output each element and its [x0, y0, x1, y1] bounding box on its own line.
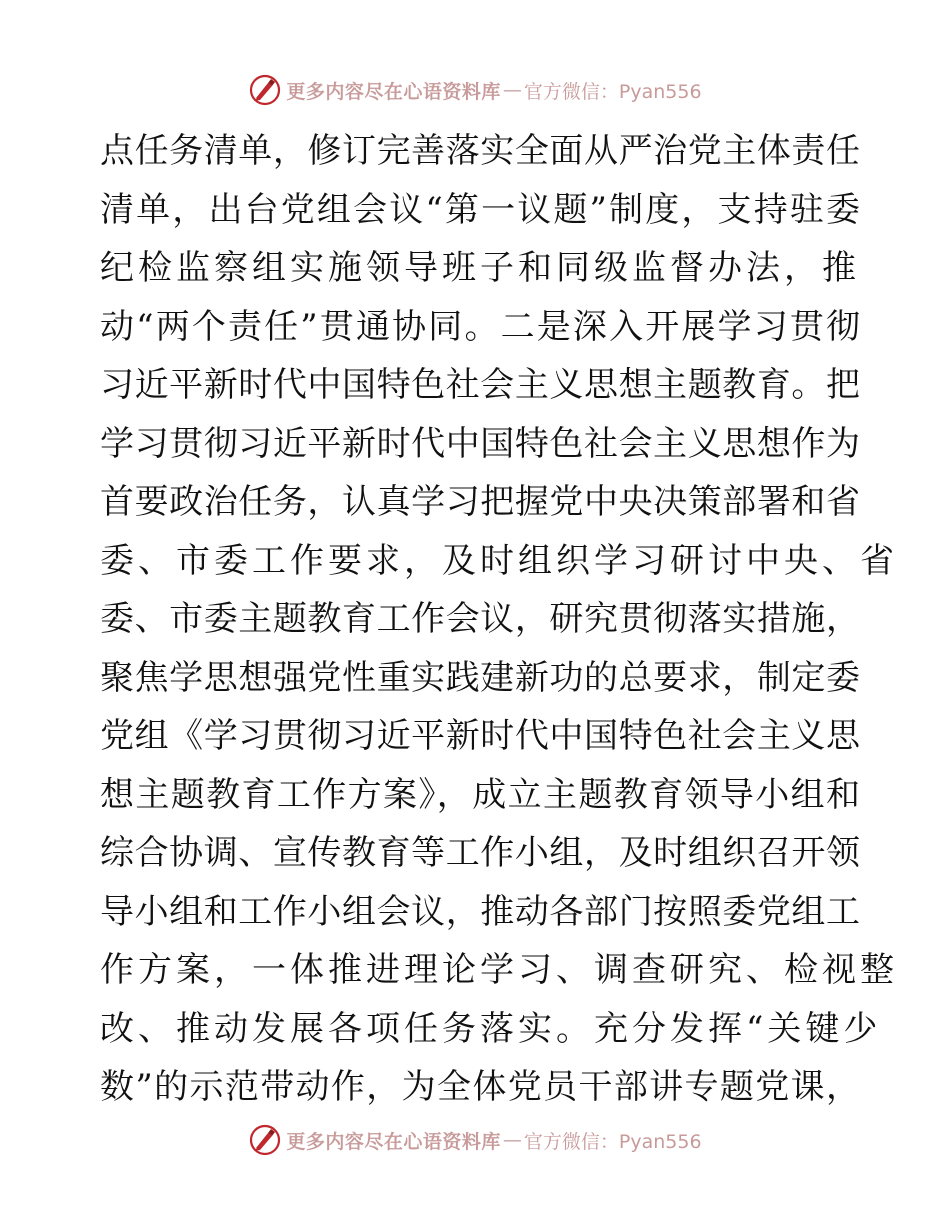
watermark-text: 更多内容尽在心语资料库: [286, 1130, 501, 1153]
text-line: 数”的示范带动作，为全体党员干部讲专题党课，: [100, 1067, 860, 1107]
text-line: 委、市委工作要求，及时组织学习研讨中央、省: [100, 540, 898, 581]
watermark-contact: 官方微信：Pyan556: [523, 80, 702, 103]
watermark-separator: —: [502, 79, 522, 101]
text-line: 纪检监察组实施领导班子和同级监督办法，推: [100, 248, 860, 288]
text-line: 委、市委主题教育工作会议，研究贯彻落实措施，: [100, 599, 860, 639]
pen-logo-icon: [248, 73, 282, 107]
pen-logo-icon: [248, 1123, 282, 1157]
document-body: [100, 122, 898, 1117]
text-line: 导小组和工作小组会议，推动各部门按照委党组工: [100, 891, 860, 932]
text-line: 清单，出台党组会议“第一议题”制度，支持驻委: [100, 189, 860, 230]
text-line: 点任务清单，修订完善落实全面从严治党主体责任: [100, 131, 860, 171]
watermark-contact: 官方微信：Pyan556: [523, 1130, 702, 1153]
text-line: 首要政治任务，认真学习把握党中央决策部署和省: [100, 482, 860, 522]
text-line: 聚焦学思想强党性重实践建新功的总要求，制定委: [100, 657, 860, 698]
text-line: 动“两个责任”贯通协同。二是深入开展学习贯彻: [100, 306, 860, 347]
text-line: 党组《学习贯彻习近平新时代中国特色社会主义思: [100, 716, 860, 756]
watermark-separator: —: [502, 1129, 522, 1151]
watermark-text: 更多内容尽在心语资料库: [286, 80, 501, 103]
text-line: 作方案，一体推进理论学习、调查研究、检视整: [100, 950, 898, 990]
header-watermark: [0, 70, 950, 110]
text-line: 想主题教育工作方案》，成立主题教育领导小组和: [100, 774, 860, 815]
footer-watermark: [0, 1120, 950, 1160]
text-line: 习近平新时代中国特色社会主义思想主题教育。把: [100, 365, 860, 405]
text-line: 综合协调、宣传教育等工作小组，及时组织召开领: [100, 833, 860, 873]
text-line: 学习贯彻习近平新时代中国特色社会主义思想作为: [100, 423, 860, 464]
text-line: 改、推动发展各项任务落实。充分发挥“关键少: [100, 1008, 882, 1049]
